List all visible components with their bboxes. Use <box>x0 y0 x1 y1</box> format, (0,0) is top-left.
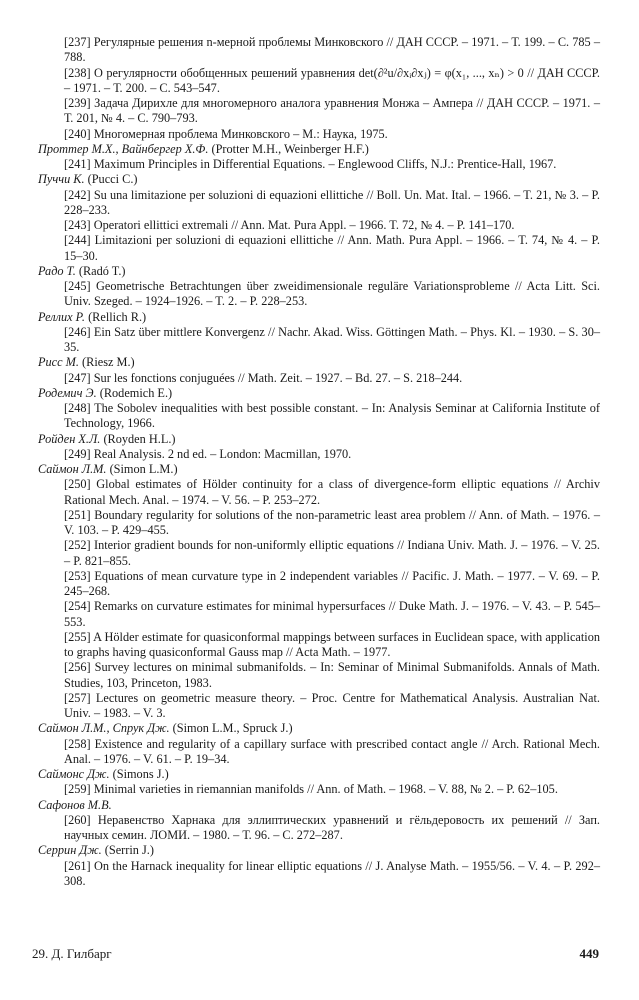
author-latin-name: (Serrin J.) <box>104 843 154 858</box>
author-heading <box>38 310 600 325</box>
reference-entry <box>38 96 600 127</box>
page-number: 449 <box>579 946 599 961</box>
author-latin-name: (Rodemich E.) <box>99 385 173 400</box>
reference-number: [238] <box>64 65 91 80</box>
reference-number: [244] <box>64 233 91 248</box>
reference-entry <box>38 66 600 97</box>
reference-entry <box>38 218 600 233</box>
author-name: Ройден Х.Л. <box>38 431 101 446</box>
reference-text: Equations of mean curvature type in 2 independent variables // Pacific. J. Math. – 1977. – V. 69. – P. 245–268. <box>64 568 600 598</box>
reference-text: Geometrische Betrachtungen über zweidimensionale reguläre Variationsprobleme // Acta Litt. Sci. Univ. Szeged. – 1924–1926. – T. 2. – P. 228–253. <box>64 279 600 309</box>
reference-entry <box>38 188 600 219</box>
reference-entry <box>38 569 600 600</box>
reference-entry <box>38 782 600 797</box>
reference-text: Remarks on curvature estimates for minimal hypersurfaces // Duke Math. J. – 1976. – V. 43. – P. 545–553. <box>64 599 600 629</box>
reference-text: Interior gradient bounds for non-uniformly elliptic equations // Indiana Univ. Math. J. – 1976. – V. 25. – P. 821–855. <box>64 538 600 568</box>
reference-entry <box>38 508 600 539</box>
reference-number: [253] <box>64 568 91 583</box>
reference-number: [254] <box>64 599 91 614</box>
author-latin-name: (Simon L.M., Spruck J.) <box>172 721 293 736</box>
reference-number: [243] <box>64 218 91 232</box>
reference-number: [257] <box>64 690 91 705</box>
reference-text: Lectures on geometric measure theory. – Proc. Centre for Mathematical Analysis. Australian Nat. Univ. – 1983. – V. 3. <box>64 690 600 720</box>
reference-entry <box>38 477 600 508</box>
author-name: Саймон Л.М., Спрук Дж. <box>38 721 170 736</box>
reference-number: [261] <box>64 858 91 873</box>
reference-number: [255] <box>64 629 91 644</box>
reference-entry <box>38 157 600 172</box>
reference-number: [256] <box>64 660 91 675</box>
reference-entry <box>38 691 600 722</box>
reference-text: Неравенство Харнака для эллиптических уравнений и гёльдеровость их решений // Зап. научных семин. ЛОМИ. – 1980. – Т. 96. – С. 272–287. <box>64 812 600 842</box>
reference-number: [242] <box>64 187 91 202</box>
reference-text: Operatori ellittici extremali // Ann. Mat. Pura Appl. – 1966. T. 72, № 4. – P. 141–170. <box>93 218 515 232</box>
reference-text: Su una limitazione per soluzioni di equazioni ellittiche // Boll. Un. Mat. Ital. – 1966. – T. 21, № 3. – P. 228–233. <box>64 187 600 217</box>
reference-number: [241] <box>64 157 91 171</box>
author-name: Сафонов М.В. <box>38 797 112 812</box>
reference-entry <box>38 447 600 462</box>
reference-text: On the Harnack inequality for linear elliptic equations // J. Analyse Math. – 1955/56. – V. 4. – P. 292–308. <box>64 858 600 888</box>
author-heading <box>38 386 600 401</box>
author-heading <box>38 462 600 477</box>
author-name: Саймон Л.М. <box>38 462 107 476</box>
author-heading <box>38 721 600 736</box>
reference-text: Многомерная проблема Минковского – М.: Наука, 1975. <box>93 126 388 141</box>
author-latin-name: (Radó T.) <box>78 263 126 278</box>
reference-number: [246] <box>64 324 91 339</box>
reference-text: Задача Дирихле для многомерного аналога уравнения Монжа – Ампера // ДАН СССР. – 1971. – Т. 201, № 4. – С. 790–793. <box>64 96 600 126</box>
reference-text: The Sobolev inequalities with best possible constant. – In: Analysis Seminar at California Institute of Technology, 1966. <box>64 401 600 431</box>
reference-text: Boundary regularity for solutions of the non-parametric least area problem // Ann. of Math. – 1976. – V. 103. – P. 429–455. <box>64 507 600 537</box>
author-heading <box>38 355 600 370</box>
author-latin-name: (Simon L.M.) <box>109 462 178 476</box>
reference-text: Limitazioni per soluzioni di equazioni ellittiche // Ann. Math. Pura Appl. – 1966. – T. 74, № 4. – P. 15–30. <box>64 233 600 263</box>
reference-number: [240] <box>64 126 91 141</box>
author-name: Пуччи К. <box>38 172 85 187</box>
author-name: Родемич Э. <box>38 385 97 400</box>
reference-text: Global estimates of Hölder continuity for a class of divergence-form elliptic equations // Archiv Rational Mech. Anal. – 1974. – V. 56. – P. 253–272. <box>64 477 600 507</box>
reference-entry <box>38 35 600 66</box>
author-name: Серрин Дж. <box>38 843 102 858</box>
reference-number: [259] <box>64 782 91 797</box>
author-latin-name: (Riesz M.) <box>82 355 135 370</box>
author-heading <box>38 767 600 782</box>
reference-entry <box>38 630 600 661</box>
reference-text: Sur les fonctions conjuguées // Math. Zeit. – 1927. – Bd. 27. – S. 218–244. <box>93 370 463 385</box>
author-latin-name: (Royden H.L.) <box>103 431 176 446</box>
reference-number: [247] <box>64 370 91 385</box>
author-heading <box>38 843 600 858</box>
reference-number: [248] <box>64 401 91 415</box>
reference-number: [237] <box>64 35 91 49</box>
author-latin-name: (Rellich R.) <box>88 309 147 324</box>
author-latin-name: (Pucci C.) <box>87 172 138 187</box>
author-name: Проттер М.Х., Вайнбергер Х.Ф. <box>38 141 209 156</box>
reference-entry <box>38 813 600 844</box>
reference-entry <box>38 737 600 768</box>
author-heading <box>38 172 600 187</box>
reference-number: [245] <box>64 279 91 293</box>
reference-entry <box>38 279 600 310</box>
reference-entry <box>38 660 600 691</box>
author-name: Радо Т. <box>38 263 76 278</box>
author-name: Реллих Р. <box>38 309 85 324</box>
reference-text: Регулярные решения n-мерной проблемы Минковского // ДАН СССР. – 1971. – Т. 199. – С. 785 – 788. <box>64 35 600 65</box>
reference-entry <box>38 859 600 890</box>
reference-text: Maximum Principles in Differential Equations. – Englewood Cliffs, N.J.: Prentice-Hall, 1967. <box>93 157 557 171</box>
reference-text: О регулярности обобщенных решений уравнения det(∂²u/∂xᵢ∂xⱼ) = φ(x₁, ..., xₙ) > 0 // ДАН СССР. – 1971. – Т. 200. – С. 543–547. <box>64 65 600 95</box>
reference-number: [239] <box>64 96 91 110</box>
reference-text: Real Analysis. 2 nd ed. – London: Macmillan, 1970. <box>93 446 352 461</box>
signature-mark: 29. Д. Гилбарг <box>32 946 112 961</box>
author-latin-name: (Protter M.H., Weinberger H.F.) <box>211 141 369 156</box>
reference-number: [251] <box>64 507 91 522</box>
reference-entry <box>38 371 600 386</box>
reference-number: [252] <box>64 538 91 553</box>
author-name: Саймонс Дж. <box>38 767 110 781</box>
reference-number: [258] <box>64 736 91 751</box>
bibliography-list <box>38 35 600 889</box>
author-heading <box>38 798 600 813</box>
reference-entry <box>38 599 600 630</box>
reference-entry <box>38 538 600 569</box>
page-footer <box>32 946 599 966</box>
reference-number: [260] <box>64 812 91 827</box>
author-latin-name: (Simons J.) <box>112 767 169 781</box>
reference-number: [250] <box>64 477 91 492</box>
reference-entry <box>38 325 600 356</box>
reference-text: Ein Satz über mittlere Konvergenz // Nachr. Akad. Wiss. Göttingen Math. – Phys. Kl. – 1930. – S. 30–35. <box>64 324 600 354</box>
reference-entry <box>38 401 600 432</box>
author-heading <box>38 432 600 447</box>
author-heading <box>38 142 600 157</box>
author-name: Рисс М. <box>38 355 79 370</box>
reference-number: [249] <box>64 446 91 461</box>
reference-text: Survey lectures on minimal submanifolds. – In: Seminar of Minimal Submanifolds. Annals of Math. Studies, 103, Princeton, 1983. <box>64 660 600 690</box>
reference-text: Existence and regularity of a capillary surface with prescribed contact angle // Arch. Rational Mech. Anal. – 1976. – V. 61. – P. 19–34. <box>64 736 600 766</box>
reference-entry <box>38 127 600 142</box>
reference-entry <box>38 233 600 264</box>
reference-text: A Hölder estimate for quasiconformal mappings between surfaces in Euclidean space, with application to graphs having quasiconformal Gauss map // Acta Math. – 1977. <box>64 629 600 659</box>
author-heading <box>38 264 600 279</box>
reference-text: Minimal varieties in riemannian manifolds // Ann. of Math. – 1968. – V. 88, № 2. – P. 62–105. <box>93 782 558 797</box>
